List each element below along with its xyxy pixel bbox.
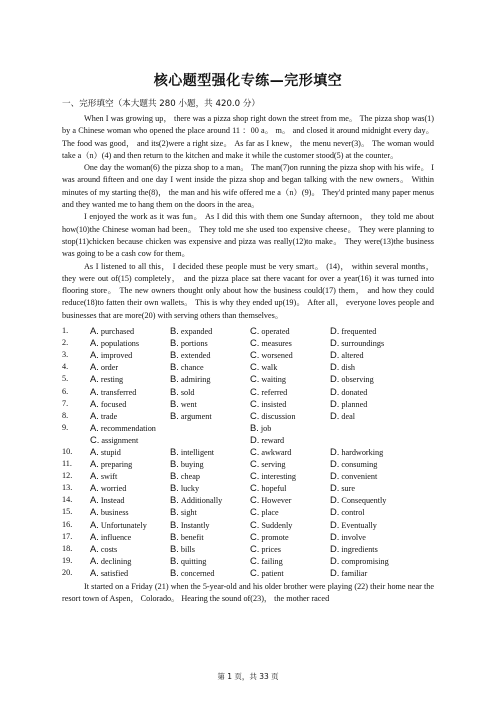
option-a: A. influence xyxy=(90,530,132,542)
question-row xyxy=(62,519,434,531)
option-b: B. admiring xyxy=(170,373,211,385)
option-d: D. altered xyxy=(330,349,364,361)
option-c: C. measures xyxy=(250,337,292,349)
passage1-paragraph-1: When I was growing up， there was a pizza shop right down the street from me。 The pizza shop was(1) by a Chinese woman who opened the place around 11 ：00 a。 m。 and closed it around midnight every day。 The food was good， and its(2)were a right size。 As far as I knew， the menu never(3)。 The woman would take a（n）(4) and then return to the kitchen and make it while the customer stood(5) at the counter。 xyxy=(62,114,434,160)
option-b: B. argument xyxy=(170,409,212,421)
option-b: B. chance xyxy=(170,361,204,373)
option-b: B. Additionally xyxy=(170,494,223,506)
option-d: D. familiar xyxy=(330,566,368,578)
option-d: D. hardworking xyxy=(330,445,384,457)
option-a: A. resting xyxy=(90,373,124,385)
question-row xyxy=(62,543,434,555)
question-row xyxy=(62,506,434,518)
question-row xyxy=(62,337,434,349)
option-d: D. sure xyxy=(330,482,356,494)
passage1-paragraph-2: One day the woman(6) the pizza shop to a man。 The man(7)on running the pizza shop with his wife。 I was around fifteen and one day I went inside the pizza shop and began talking with the new owners。 Within minutes of my starting the(8)， the man and his wife offered me a（n）(9)。 They'd printed many paper menus and they wanted me to hang them on the doors in the area。 xyxy=(62,163,434,210)
question-number: 5. xyxy=(62,374,69,384)
passage1-paragraph-4: As I listened to all this， I decided these people must be very smart。 (14)， within several months， they were out of(15) completely， and the pizza place sat there vacant for over a year(16) it was turned into flooring store。 The new owners thought only about how the business could(17) them， and how they could reduce(18)to fatten their own wallets。 This is why they ended up(19)。 After all， everyone loves people and businesses that are more(20) with serving others than themselves。 xyxy=(62,261,434,320)
option-b: B. buying xyxy=(170,458,204,470)
question-row xyxy=(62,325,434,337)
option-b: B. Instantly xyxy=(170,518,210,530)
question-number: 9. xyxy=(62,422,69,432)
question-row xyxy=(62,494,434,506)
option-b: B. cheap xyxy=(170,470,200,482)
option-d: D. planned xyxy=(330,397,368,409)
option-d: D. Eventually xyxy=(330,518,377,530)
option-c: C. hopeful xyxy=(250,482,287,494)
option-b: B. went xyxy=(170,397,197,409)
option-a: A. focused xyxy=(90,397,127,409)
option-a: A. order xyxy=(90,361,119,373)
question-row xyxy=(62,567,434,579)
document-title: 核心题型强化专练—完形填空 xyxy=(153,73,343,89)
option-c: C. Suddenly xyxy=(250,518,293,530)
passage2-paragraph: It started on a Friday (21) when the 5-year-old and his older brother were playing (22) their home near the resort town of Aspen， Colorado。 Hearing the sound of(23)， the mother raced xyxy=(62,582,434,604)
question-row-9-continued xyxy=(62,434,434,446)
question-number: 7. xyxy=(62,398,69,408)
option-c: C. assignment xyxy=(90,433,139,445)
option-c: C. worsened xyxy=(250,349,293,361)
option-a: A. Instead xyxy=(90,494,125,506)
option-b: B. concerned xyxy=(170,566,215,578)
option-b: B. sight xyxy=(170,506,197,518)
question-number: 8. xyxy=(62,410,69,420)
question-number: 11. xyxy=(62,459,72,469)
option-d: D. donated xyxy=(330,385,368,397)
option-d: D. surroundings xyxy=(330,337,385,349)
option-a: A. costs xyxy=(90,542,118,554)
question-list xyxy=(62,325,434,579)
option-d: D. convenient xyxy=(330,470,378,482)
option-c: C. However xyxy=(250,494,292,506)
option-a: A. populations xyxy=(90,337,140,349)
question-row xyxy=(62,361,434,373)
option-c: C. place xyxy=(250,506,279,518)
question-row xyxy=(62,482,434,494)
question-number: 19. xyxy=(62,555,73,565)
option-b: B. extended xyxy=(170,349,211,361)
option-a: A. Unfortunately xyxy=(90,518,147,530)
option-c: C. prices xyxy=(250,542,281,554)
option-d: D. reward xyxy=(250,433,285,445)
option-b: B. bills xyxy=(170,542,195,554)
option-b: B. quitting xyxy=(170,554,207,566)
question-row xyxy=(62,386,434,398)
question-row xyxy=(62,349,434,361)
option-a: A. recommendation xyxy=(90,421,156,433)
passage1-paragraph-3: I enjoyed the work as it was fun。 As I did this with them one Sunday afternoon， they told me about how(10)the Chinese woman had been。 They told me she used too expensive cheese。 They were planning to stop(11)chicken because chicken was expensive and pizza was really(12)to make。 They were(13)the business was going to be a cash cow for them。 xyxy=(62,212,434,259)
question-row xyxy=(62,410,434,422)
option-a: A. trade xyxy=(90,409,118,421)
option-d: D. Consequently xyxy=(330,494,387,506)
question-number: 20. xyxy=(62,567,73,577)
question-number: 14. xyxy=(62,495,73,505)
option-a: A. business xyxy=(90,506,129,518)
question-number: 16. xyxy=(62,519,73,529)
option-b: B. intelligent xyxy=(170,445,215,457)
option-a: A. improved xyxy=(90,349,133,361)
option-d: D. ingredients xyxy=(330,542,378,554)
option-c: C. insisted xyxy=(250,397,287,409)
question-number: 1. xyxy=(62,326,69,336)
option-b: B. job xyxy=(250,421,272,433)
question-number: 15. xyxy=(62,507,73,517)
question-number: 12. xyxy=(62,471,73,481)
question-number: 13. xyxy=(62,483,73,493)
option-d: D. observing xyxy=(330,373,374,385)
option-a: A. worried xyxy=(90,482,127,494)
option-b: B. expanded xyxy=(170,325,213,337)
option-c: C. failing xyxy=(250,554,283,566)
question-row xyxy=(62,373,434,385)
option-a: A. satisfied xyxy=(90,566,129,578)
option-a: A. stupid xyxy=(90,445,121,457)
section-heading: 一、完形填空（本大题共 280 小题，共 420.0 分） xyxy=(62,99,261,109)
question-number: 4. xyxy=(62,362,69,372)
option-d: D. compromising xyxy=(330,554,389,566)
option-a: A. swift xyxy=(90,470,118,482)
option-d: D. dish xyxy=(330,361,356,373)
option-c: C. promote xyxy=(250,530,289,542)
option-c: C. discussion xyxy=(250,409,296,421)
option-a: A. declining xyxy=(90,554,132,566)
question-row xyxy=(62,458,434,470)
option-c: C. interesting xyxy=(250,470,296,482)
question-row xyxy=(62,446,434,458)
question-number: 6. xyxy=(62,386,69,396)
option-a: A. transferred xyxy=(90,385,137,397)
option-b: B. lucky xyxy=(170,482,200,494)
option-c: C. walk xyxy=(250,361,278,373)
option-c: C. patient xyxy=(250,566,284,578)
question-row-9 xyxy=(62,422,434,434)
option-d: D. control xyxy=(330,506,365,518)
option-a: A. preparing xyxy=(90,458,133,470)
option-b: B. benefit xyxy=(170,530,204,542)
option-c: C. serving xyxy=(250,458,286,470)
question-row xyxy=(62,555,434,567)
option-a: A. purchased xyxy=(90,325,135,337)
option-b: B. portions xyxy=(170,337,208,349)
option-d: D. involve xyxy=(330,530,366,542)
question-row xyxy=(62,398,434,410)
option-c: C. referred xyxy=(250,385,288,397)
question-number: 2. xyxy=(62,338,69,348)
option-c: C. waiting xyxy=(250,373,286,385)
option-d: D. frequented xyxy=(330,325,377,337)
question-row xyxy=(62,470,434,482)
option-d: D. deal xyxy=(330,409,356,421)
question-number: 18. xyxy=(62,543,73,553)
page-footer: 第 1 页，共 33 页 xyxy=(217,672,279,681)
question-number: 17. xyxy=(62,531,73,541)
option-d: D. consuming xyxy=(330,458,378,470)
question-row xyxy=(62,531,434,543)
option-c: C. awkward xyxy=(250,445,292,457)
option-c: C. operated xyxy=(250,325,290,337)
option-b: B. sold xyxy=(170,385,195,397)
question-number: 10. xyxy=(62,446,73,456)
question-number: 3. xyxy=(62,350,69,360)
